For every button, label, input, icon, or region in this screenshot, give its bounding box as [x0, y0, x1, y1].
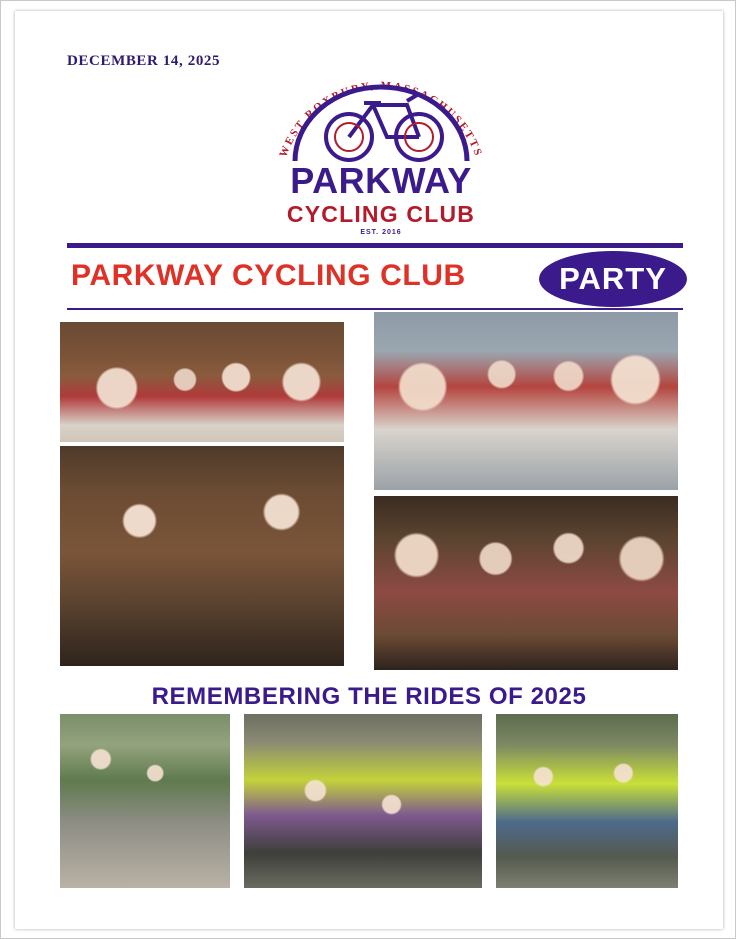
banner-rule-bottom — [67, 308, 683, 310]
photo-ride-1 — [59, 713, 231, 889]
banner-title: PARKWAY CYCLING CLUB — [71, 259, 466, 292]
photo-party-1 — [59, 321, 345, 443]
banner-rule-top — [67, 243, 683, 248]
photo-ride-3 — [495, 713, 679, 889]
flyer-sheet — [15, 11, 723, 929]
club-logo — [261, 37, 501, 236]
logo-arc-text: WEST ROXBURY, MASSACHUSETTS — [277, 79, 485, 160]
logo-established: EST. 2016 — [360, 229, 402, 236]
party-badge: PARTY — [539, 251, 687, 307]
logo-title: PARKWAY — [290, 160, 472, 201]
photo-party-4 — [373, 495, 679, 671]
logo-subtitle: CYCLING CLUB — [286, 201, 476, 227]
photo-party-2 — [373, 311, 679, 491]
issue-date: DECEMBER 14, 2025 — [67, 53, 221, 69]
section-heading: REMEMBERING THE RIDES OF 2025 — [151, 683, 587, 710]
photo-party-3 — [59, 445, 345, 667]
photo-ride-2 — [243, 713, 483, 889]
